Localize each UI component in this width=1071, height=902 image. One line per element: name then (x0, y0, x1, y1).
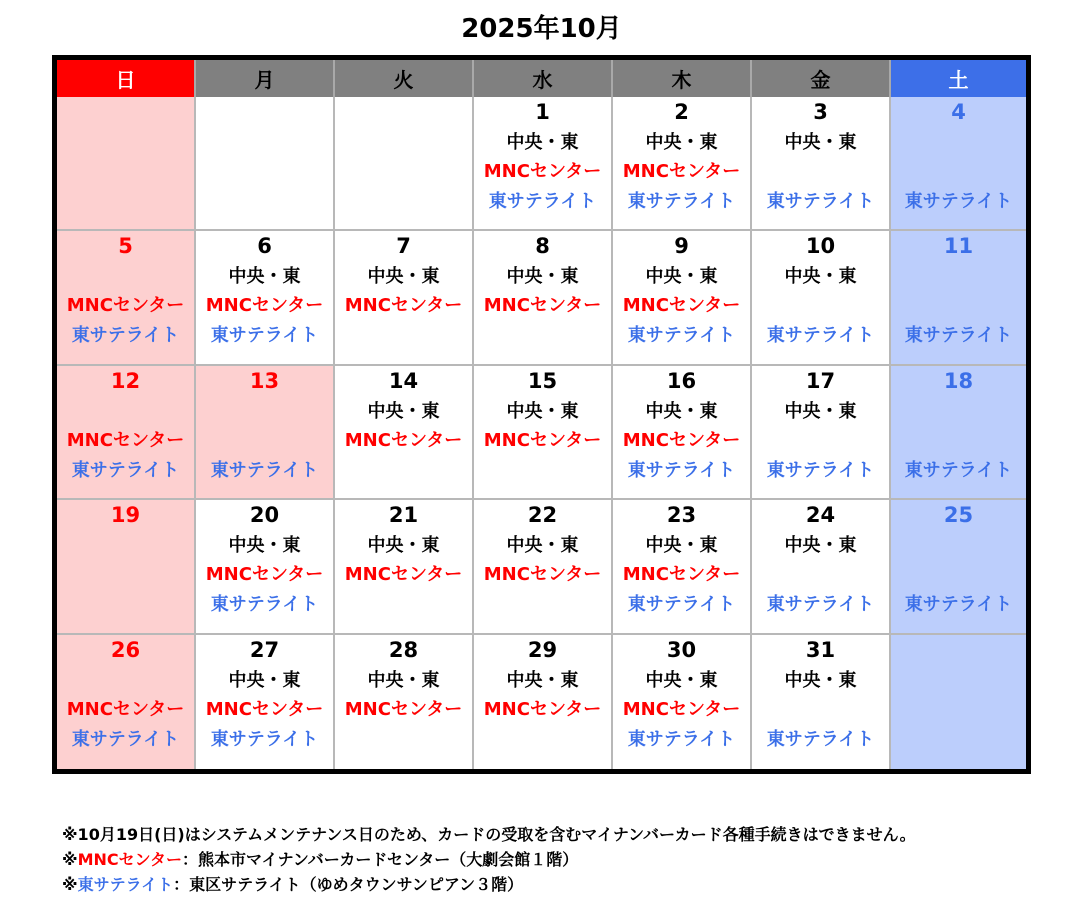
satellite-note (62, 872, 916, 897)
calendar-day-cell (196, 500, 335, 634)
central-east-label: 中央・東 (228, 266, 301, 288)
calendar-table (52, 55, 1031, 774)
day-number: 13 (249, 368, 280, 393)
satellite-note-label: 東サテライト (77, 875, 174, 894)
calendar-week-row (57, 500, 1026, 634)
weekday-header-sun: 日 (57, 60, 196, 97)
calendar-week-row (57, 231, 1026, 365)
calendar-day-cell (57, 500, 196, 634)
mnc-center-label: MNCセンター (205, 698, 324, 720)
east-satellite-label: 東サテライト (766, 728, 875, 750)
calendar-day-cell (474, 635, 613, 769)
calendar-day-cell (196, 366, 335, 500)
day-number: 27 (249, 637, 280, 662)
calendar-day-cell (335, 635, 474, 769)
east-satellite-label: 東サテライト (627, 594, 736, 616)
mnc-center-label: MNCセンター (344, 429, 463, 451)
weekday-header-wed: 水 (474, 60, 613, 97)
central-east-label: 中央・東 (784, 669, 857, 691)
central-east-label: 中央・東 (506, 669, 579, 691)
east-satellite-label: 東サテライト (71, 325, 180, 347)
day-number: 21 (388, 503, 419, 528)
east-satellite-label: 東サテライト (488, 191, 597, 212)
central-east-label: 中央・東 (506, 266, 579, 288)
calendar-day-cell (196, 231, 335, 365)
day-number: 18 (943, 368, 974, 393)
mnc-center-label: MNCセンター (622, 429, 741, 451)
day-number: 12 (110, 368, 141, 393)
east-satellite-label: 東サテライト (627, 191, 736, 212)
east-satellite-label: 東サテライト (904, 325, 1013, 347)
calendar-day-cell (613, 635, 752, 769)
calendar-day-cell (891, 97, 1026, 231)
central-east-label: 中央・東 (784, 132, 857, 153)
calendar-day-cell (57, 635, 196, 769)
day-number: 5 (118, 234, 133, 259)
calendar-day-cell (57, 366, 196, 500)
calendar-day-cell (474, 231, 613, 365)
calendar-day-cell (752, 635, 891, 769)
calendar-day-cell (335, 97, 474, 231)
mnc-center-label: MNCセンター (205, 295, 324, 317)
calendar-day-cell (196, 635, 335, 769)
day-number: 4 (951, 100, 966, 124)
day-number: 6 (257, 234, 272, 259)
central-east-label: 中央・東 (784, 266, 857, 288)
mnc-note (62, 847, 916, 872)
day-number: 11 (943, 234, 974, 259)
day-number: 15 (527, 368, 558, 393)
day-number: 7 (396, 234, 411, 259)
footnotes (62, 822, 916, 897)
mnc-center-label: MNCセンター (344, 698, 463, 720)
mnc-note-prefix: ※ (62, 850, 78, 869)
mnc-center-label: MNCセンター (66, 429, 185, 451)
mnc-center-label: MNCセンター (483, 698, 602, 720)
calendar-day-cell (335, 500, 474, 634)
calendar-week-row (57, 366, 1026, 500)
calendar-day-cell (474, 366, 613, 500)
day-number: 30 (666, 637, 697, 662)
calendar-day-cell (891, 635, 1026, 769)
mnc-center-label: MNCセンター (66, 295, 185, 317)
day-number: 17 (805, 368, 836, 393)
calendar-day-cell (891, 500, 1026, 634)
central-east-label: 中央・東 (228, 535, 301, 557)
calendar-day-cell (196, 97, 335, 231)
central-east-label: 中央・東 (784, 400, 857, 422)
central-east-label: 中央・東 (645, 535, 718, 557)
day-number: 29 (527, 637, 558, 662)
east-satellite-label: 東サテライト (766, 325, 875, 347)
day-number: 16 (666, 368, 697, 393)
calendar-day-cell (613, 500, 752, 634)
maintenance-note: ※10月19日(日)はシステムメンテナンス日のため、カードの受取を含むマイナンバーカード各種手続きはできません。 (62, 825, 916, 844)
east-satellite-label: 東サテライト (766, 459, 875, 481)
east-satellite-label: 東サテライト (210, 325, 319, 347)
calendar-title: 2025年10月 (461, 14, 622, 44)
central-east-label: 中央・東 (506, 535, 579, 557)
central-east-label: 中央・東 (367, 400, 440, 422)
central-east-label: 中央・東 (645, 132, 718, 153)
central-east-label: 中央・東 (645, 669, 718, 691)
day-number: 1 (535, 100, 550, 124)
east-satellite-label: 東サテライト (766, 191, 875, 212)
weekday-header-fri: 金 (752, 60, 891, 97)
day-number: 23 (666, 503, 697, 528)
weekday-header-tue: 火 (335, 60, 474, 97)
east-satellite-label: 東サテライト (627, 728, 736, 750)
day-number: 10 (805, 234, 836, 259)
east-satellite-label: 東サテライト (627, 325, 736, 347)
mnc-center-label: MNCセンター (344, 564, 463, 586)
calendar-day-cell (613, 366, 752, 500)
mnc-center-label: MNCセンター (483, 564, 602, 586)
east-satellite-label: 東サテライト (210, 594, 319, 616)
calendar-week-row (57, 635, 1026, 769)
east-satellite-label: 東サテライト (210, 728, 319, 750)
weekday-header-thu: 木 (613, 60, 752, 97)
mnc-center-label: MNCセンター (483, 429, 602, 451)
calendar-day-cell (752, 97, 891, 231)
calendar-day-cell (891, 366, 1026, 500)
day-number: 3 (813, 100, 828, 124)
mnc-center-label: MNCセンター (205, 564, 324, 586)
mnc-center-label: MNCセンター (66, 698, 185, 720)
central-east-label: 中央・東 (367, 669, 440, 691)
mnc-center-label: MNCセンター (622, 564, 741, 586)
calendar-day-cell (613, 231, 752, 365)
satellite-note-prefix: ※ (62, 875, 78, 894)
day-number: 8 (535, 234, 550, 259)
calendar-day-cell (335, 231, 474, 365)
central-east-label: 中央・東 (228, 669, 301, 691)
mnc-center-label: MNCセンター (344, 295, 463, 317)
east-satellite-label: 東サテライト (904, 191, 1013, 212)
central-east-label: 中央・東 (784, 535, 857, 557)
mnc-center-label: MNCセンター (622, 698, 741, 720)
mnc-center-label: MNCセンター (622, 161, 741, 182)
east-satellite-label: 東サテライト (71, 728, 180, 750)
day-number: 26 (110, 637, 141, 662)
east-satellite-label: 東サテライト (71, 459, 180, 481)
calendar-day-cell (891, 231, 1026, 365)
calendar-week-row (57, 97, 1026, 231)
east-satellite-label: 東サテライト (904, 594, 1013, 616)
calendar-day-cell (474, 500, 613, 634)
day-number: 14 (388, 368, 419, 393)
calendar-day-cell (57, 231, 196, 365)
east-satellite-label: 東サテライト (904, 459, 1013, 481)
day-number: 28 (388, 637, 419, 662)
central-east-label: 中央・東 (645, 266, 718, 288)
mnc-note-desc: ：熊本市マイナンバーカードセンター（大劇会館１階） (181, 850, 579, 869)
central-east-label: 中央・東 (506, 400, 579, 422)
day-number: 2 (674, 100, 689, 124)
day-number: 20 (249, 503, 280, 528)
calendar-day-cell (613, 97, 752, 231)
day-number: 31 (805, 637, 836, 662)
east-satellite-label: 東サテライト (766, 594, 875, 616)
weekday-header-row (57, 60, 1026, 97)
central-east-label: 中央・東 (645, 400, 718, 422)
weekday-header-mon: 月 (196, 60, 335, 97)
weekday-header-sat: 土 (891, 60, 1026, 97)
calendar-day-cell (474, 97, 613, 231)
day-number: 22 (527, 503, 558, 528)
calendar-day-cell (752, 500, 891, 634)
mnc-center-label: MNCセンター (483, 295, 602, 317)
day-number: 9 (674, 234, 689, 259)
east-satellite-label: 東サテライト (210, 459, 319, 481)
mnc-note-label: MNCセンター (77, 850, 182, 869)
mnc-center-label: MNCセンター (622, 295, 741, 317)
satellite-note-desc: ：東区サテライト（ゆめタウンサンピアン３階） (173, 875, 524, 894)
central-east-label: 中央・東 (506, 132, 579, 153)
calendar-grid (57, 97, 1026, 769)
calendar-day-cell (752, 366, 891, 500)
day-number: 24 (805, 503, 836, 528)
mnc-center-label: MNCセンター (483, 161, 602, 182)
central-east-label: 中央・東 (367, 266, 440, 288)
calendar-day-cell (335, 366, 474, 500)
east-satellite-label: 東サテライト (627, 459, 736, 481)
central-east-label: 中央・東 (367, 535, 440, 557)
calendar-day-cell (57, 97, 196, 231)
day-number: 19 (110, 503, 141, 528)
day-number: 25 (943, 503, 974, 528)
calendar-day-cell (752, 231, 891, 365)
